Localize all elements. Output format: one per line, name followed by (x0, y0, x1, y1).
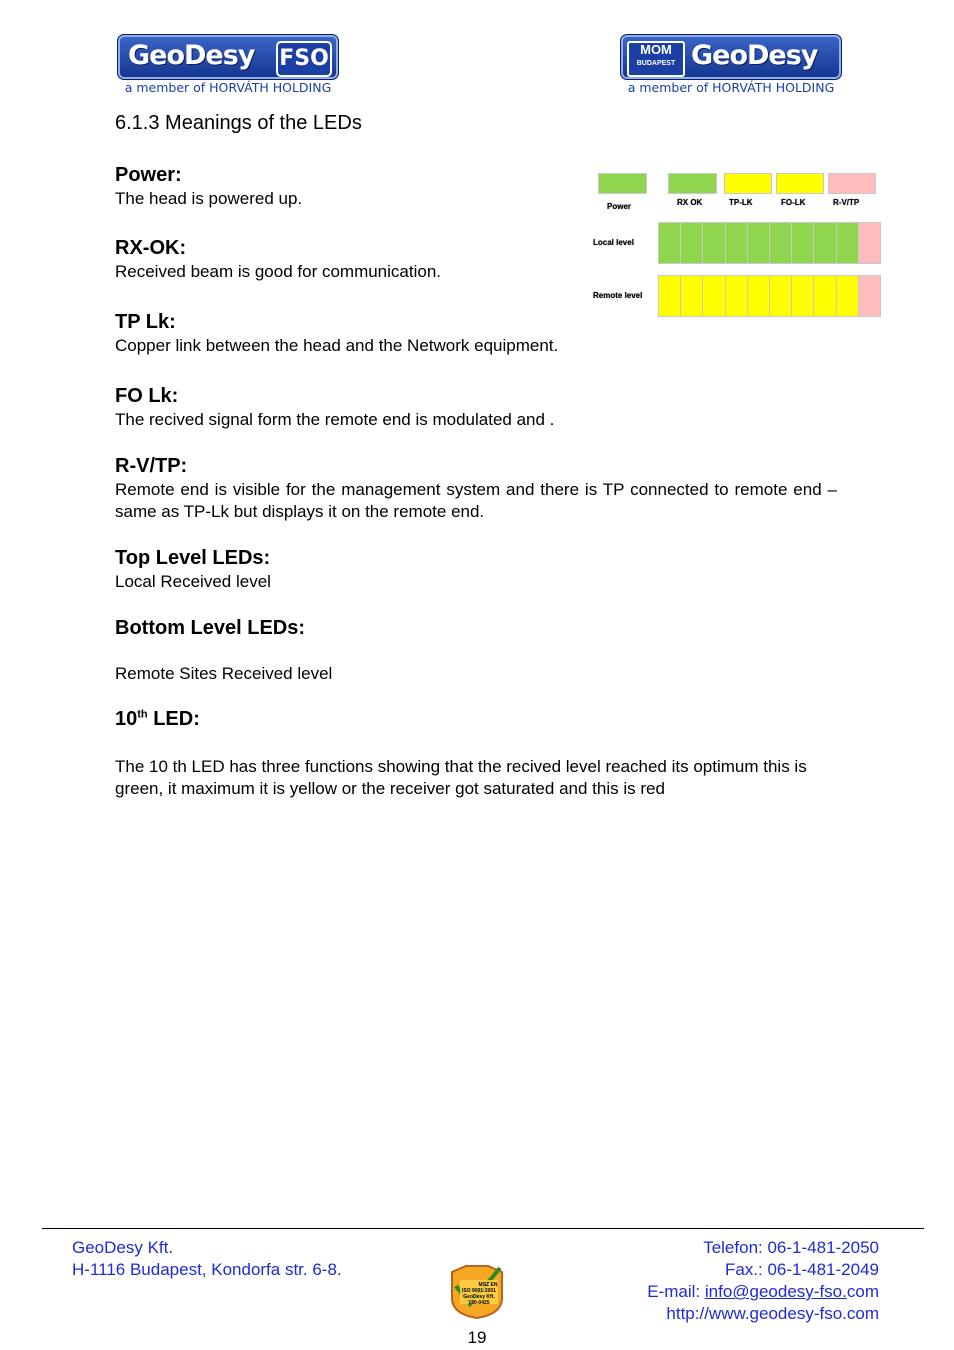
level-segment (859, 223, 880, 263)
logo-word: GeoDesy (691, 40, 818, 71)
remote-level-bar (658, 275, 881, 317)
tenth-num: 10 (115, 708, 138, 730)
fo-lk-led (776, 173, 824, 194)
rvtp-text: Remote end is visible for the management system and there is TP connected to remote end – same as TP-Lk but displays it on the remote end. (115, 480, 837, 521)
tplk-text: Copper link between the head and the Network equipment. (115, 336, 559, 355)
top-level-heading: Top Level LEDs: (115, 547, 271, 569)
level-segment (814, 276, 836, 316)
level-segment (681, 223, 703, 263)
level-segment (703, 276, 725, 316)
footer-phone: Telefon: 06-1-481-2050 (703, 1238, 879, 1257)
level-segment (659, 276, 681, 316)
tp-lk-led (724, 173, 772, 194)
remote-level-label: Remote level (593, 291, 643, 300)
level-segment (859, 276, 880, 316)
iso-cert-seal (448, 1262, 506, 1320)
level-segment (837, 223, 859, 263)
logo-mom-text: MOM (640, 42, 672, 57)
r-v-tp-led (828, 173, 876, 194)
tp-lk-led-label: TP-LK (729, 198, 753, 207)
logo-budapest-text: BUDAPEST (636, 60, 676, 67)
level-segment (770, 223, 792, 263)
footer-email (647, 1281, 879, 1303)
power-text: The head is powered up. (115, 189, 303, 208)
power-heading: Power: (115, 164, 182, 186)
level-segment (748, 276, 770, 316)
level-segment (726, 223, 748, 263)
tenth-rest: LED: (147, 708, 200, 730)
local-level-bar (658, 222, 881, 264)
level-segment (770, 276, 792, 316)
cert-line-1: MSZ EN (478, 1282, 498, 1288)
tplk-heading: TP Lk: (115, 311, 176, 333)
level-segment (726, 276, 748, 316)
power-led (598, 173, 647, 194)
bottom-level-text: Remote Sites Received level (115, 664, 333, 683)
level-segment (792, 223, 814, 263)
email-suffix: com (846, 1282, 879, 1301)
footer-company: GeoDesy Kft. (72, 1238, 174, 1257)
section-title: 6.1.3 Meanings of the LEDs (115, 112, 362, 134)
logo-badge (620, 34, 842, 80)
rx-ok-led (668, 173, 717, 194)
rvtp-heading: R-V/TP: (115, 455, 188, 477)
top-level-text: Local Received level (115, 572, 271, 591)
level-segment (748, 223, 770, 263)
bottom-level-heading: Bottom Level LEDs: (115, 617, 306, 639)
r-v-tp-led-label: R-V/TP (833, 198, 860, 207)
level-segment (681, 276, 703, 316)
logo-tagline: a member of HORVÁTH HOLDING (124, 80, 332, 95)
power-led-label: Power (607, 202, 632, 211)
logo-tagline: a member of HORVÁTH HOLDING (627, 80, 835, 95)
rxok-text: Received beam is good for communication. (115, 262, 441, 281)
logo-fso-badge: FSO (276, 41, 332, 77)
tenth-sup: th (137, 708, 148, 721)
footer-rule (42, 1228, 924, 1229)
local-level-label: Local level (593, 238, 634, 247)
tenth-led-text: The 10 th LED has three functions showing that the recived level reached its optimum this is green, it maximum it is yellow or the receiver got saturated and this is red (115, 757, 807, 798)
geodesy-fso-logo (117, 34, 339, 94)
level-segment (703, 223, 725, 263)
fo-lk-led-label: FO-LK (781, 198, 806, 207)
logo-mom-badge (627, 41, 685, 77)
level-segment (659, 223, 681, 263)
email-link[interactable]: info@geodesy-fso. (704, 1282, 847, 1301)
folk-text: The recived signal form the remote end is modulated and . (115, 410, 555, 429)
cert-line-3: GeoDesy Kft. (463, 1294, 495, 1300)
mom-geodesy-logo (620, 34, 842, 94)
folk-heading: FO Lk: (115, 385, 179, 407)
level-segment (792, 276, 814, 316)
logo-badge (117, 34, 339, 80)
email-prefix: E-mail: (647, 1282, 705, 1301)
footer-fax: Fax.: 06-1-481-2049 (724, 1260, 879, 1279)
footer-website[interactable]: http://www.geodesy-fso.com (666, 1304, 879, 1323)
level-segment (814, 223, 836, 263)
cert-line-2: ISO 9001:2001 (462, 1288, 496, 1294)
level-segment (837, 276, 859, 316)
rx-ok-led-label: RX OK (677, 198, 703, 207)
page-number: 19 (467, 1328, 487, 1347)
footer-address: H-1116 Budapest, Kondorfa str. 6-8. (72, 1260, 342, 1279)
rxok-heading: RX-OK: (115, 237, 187, 259)
tenth-led-heading (115, 708, 200, 731)
cert-line-4: 180-0425 (468, 1300, 490, 1306)
logo-word: GeoDesy (128, 40, 255, 71)
